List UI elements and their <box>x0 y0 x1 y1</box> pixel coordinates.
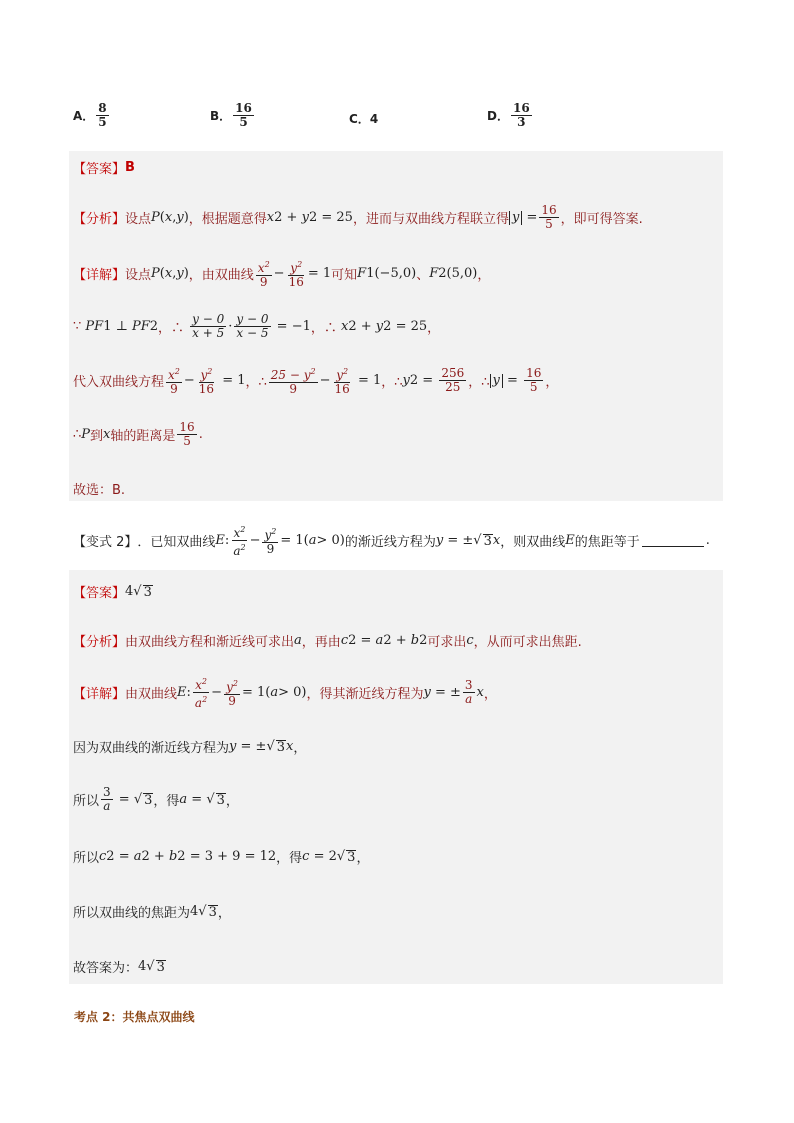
analysis-line-1: 【分析】 设点 P ( x , y ) ，根据题意得 x 2 + y 2 = 25 ，进而与双曲线方程联立得 y = $\frac{16}{5}$ ，即可得答案. <box>73 203 643 231</box>
choice-a <box>73 102 111 129</box>
detail-text: ，得 <box>153 794 180 809</box>
detail-line-7: 所以 $\frac{3}{a}$ = √ 3 ，得 a = √ 3 ， <box>73 785 239 813</box>
detail-text: ，得其渐近线方程为 <box>306 687 424 702</box>
detail-text: 所以双曲线的焦距为 <box>73 906 191 921</box>
analysis-text: ，进而与双曲线方程联立得 <box>352 212 509 227</box>
detail-text: 设点 <box>125 268 152 283</box>
choice-c-letter: C． <box>349 112 370 126</box>
choice-d-fraction: $\frac{16}{3}$ <box>512 101 530 129</box>
detail-text: 、 <box>416 268 430 283</box>
detail-text: 到 <box>90 429 104 444</box>
detail-line-4: ∴ P 到 x 轴的距离是 $\frac{16}{5}$ . <box>73 420 203 448</box>
analysis-tag: 【分析】 <box>73 212 126 227</box>
conclusion-line-2: 故答案为： 4√ 3 <box>73 959 165 976</box>
detail-line-9: 所以双曲线的焦距为 4√ 3 ， <box>73 904 231 921</box>
conclusion-line-1 <box>73 479 125 498</box>
variant-text: 的焦距等于 <box>574 535 640 550</box>
detail-line-3: 代入双曲线方程 $\frac{x^2}{9}$ − $\frac{y^2}{16}$ = 1 ，∴ $\frac{25 - y^2}{9}$ − $\frac{y^2}{16}$ = 1 ，∴ y 2 = $\frac{256}{25}$ ，∴ y = $\frac{16}{5}$ ， <box>73 366 559 396</box>
analysis-text: 可求出 <box>427 635 467 650</box>
detail-text: 可知 <box>331 268 358 283</box>
conclusion-text: 故答案为： <box>73 961 139 976</box>
detail-line-2: ∵ PF 1 ⊥ PF 2 ，∴ $\frac{y - 0}{x + 5}$ · $\frac{y - 0}{x - 5}$ = −1 ，∴ x 2 + y 2 = 25 ， <box>73 312 441 340</box>
choice-a-letter: A． <box>73 109 95 123</box>
detail-text: ，得 <box>276 851 303 866</box>
detail-text: ，由双曲线 <box>188 268 254 283</box>
variant-text: 的渐近线方程为 <box>344 535 436 550</box>
detail-text: 所以 <box>73 794 100 809</box>
choice-b-letter: B． <box>210 109 232 123</box>
choice-d <box>487 102 534 129</box>
detail-tag: 【详解】 <box>73 268 126 283</box>
choice-d-letter: D． <box>487 109 509 123</box>
analysis-text: 设点 <box>125 212 152 227</box>
choice-c <box>349 110 378 127</box>
analysis-tag: 【分析】 <box>73 635 126 650</box>
detail-tag: 【详解】 <box>73 687 126 702</box>
variant-text: ，则双曲线 <box>500 535 566 550</box>
analysis-line-2: 【分析】 由双曲线方程和渐近线可求出 a ，再由 c 2 = a 2 + b 2 可求出 c ，从而可求出焦距. <box>73 633 582 650</box>
detail-line-6: 因为双曲线的渐近线方程为 y = ± √ 3 x ， <box>73 739 307 756</box>
detail-text: 代入双曲线方程 <box>73 375 165 390</box>
detail-text: 由双曲线 <box>125 687 178 702</box>
answer-blank[interactable] <box>642 534 704 547</box>
section-heading: 考点 2：共焦点双曲线 <box>74 1010 195 1024</box>
detail-text: 所以 <box>73 851 100 866</box>
analysis-text: ，从而可求出焦距. <box>473 635 582 650</box>
answer-value: B <box>125 160 135 175</box>
detail-text: ， <box>477 268 491 283</box>
detail-line-8: 所以 c 2 = a 2 + b 2 = 3 + 9 = 12 ，得 c = 2√ 3 ， <box>73 849 370 866</box>
variant-text: ．已知双曲线 <box>137 535 216 550</box>
choice-c-value: 4 <box>369 111 379 126</box>
detail-text: 因为双曲线的渐近线方程为 <box>73 741 230 756</box>
variant-label: 【变式 2】 <box>73 535 138 550</box>
analysis-text: ，根据题意得 <box>188 212 267 227</box>
answer-line-1 <box>73 158 135 177</box>
variant-end: . <box>705 533 710 548</box>
answer-tag: 【答案】 <box>73 586 126 601</box>
detail-line-1: 【详解】 设点 P ( x , y ) ，由双曲线 $\frac{x^2}{9}$ − $\frac{y^2}{16}$ = 1 可知 F 1 (−5,0) 、 F 2 (5,0) ， <box>73 260 491 289</box>
analysis-text: 由双曲线方程和渐近线可求出 <box>125 635 295 650</box>
analysis-text: ，即可得答案. <box>560 212 643 227</box>
analysis-text: ，再由 <box>301 635 341 650</box>
variant-question: 【变式 2】 ．已知双曲线 E : $\frac{x^2}{a^2}$ − $\frac{y^2}{9}$ = 1( a > 0) 的渐近线方程为 y = ± √ 3 x ，则双曲线 E 的焦距等于 . <box>73 525 710 558</box>
choice-a-fraction: $\frac{8}{5}$ <box>98 101 107 129</box>
choice-b <box>210 102 256 129</box>
detail-text: 轴的距离是 <box>110 429 176 444</box>
choice-b-fraction: $\frac{16}{5}$ <box>235 101 252 129</box>
detail-line-5: 【详解】 由双曲线 E : $\frac{x^2}{a^2}$ − $\frac{y^2}{9}$ = 1( a > 0) ，得其渐近线方程为 y = ± $\frac{3}{a}$ x ， <box>73 677 497 710</box>
answer-line-2: 【答案】 4 √ 3 <box>73 584 152 601</box>
answer-tag: 【答案】 <box>73 162 126 177</box>
conclusion-text: 故选：B. <box>73 483 126 498</box>
